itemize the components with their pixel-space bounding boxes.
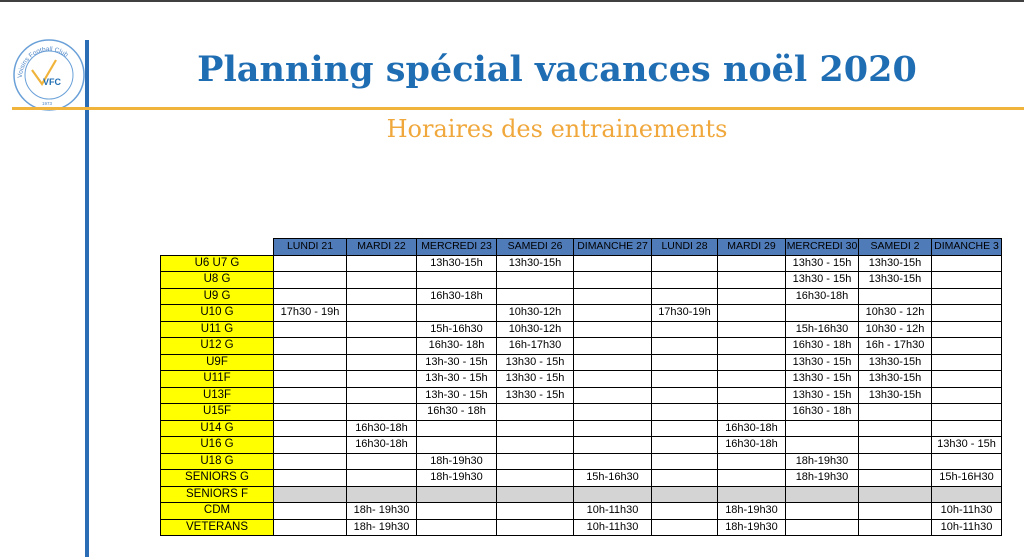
category-cell: U11 G	[161, 321, 274, 338]
page-subtitle: Horaires des entrainements	[386, 115, 728, 143]
time-slot-cell	[718, 371, 786, 388]
time-slot-cell	[652, 503, 718, 520]
time-slot-cell: 15h-16h30	[574, 470, 652, 487]
category-cell: U8 G	[161, 272, 274, 289]
time-slot-cell: 13h30-15h	[859, 272, 932, 289]
time-slot-cell	[417, 486, 497, 503]
time-slot-cell	[652, 272, 718, 289]
training-schedule-table	[160, 238, 1002, 536]
day-header: MARDI 22	[347, 239, 417, 256]
time-slot-cell	[859, 437, 932, 454]
category-cell: U13F	[161, 387, 274, 404]
time-slot-cell	[932, 272, 1002, 289]
time-slot-cell	[497, 404, 574, 421]
day-header: LUNDI 28	[652, 239, 718, 256]
time-slot-cell: 13h30 - 15h	[497, 354, 574, 371]
table-row	[161, 470, 1002, 487]
time-slot-cell: 16h - 17h30	[859, 338, 932, 355]
day-header-row	[161, 239, 1002, 256]
time-slot-cell	[574, 420, 652, 437]
time-slot-cell	[274, 437, 347, 454]
time-slot-cell	[652, 321, 718, 338]
time-slot-cell: 13h-30 - 15h	[417, 354, 497, 371]
time-slot-cell: 15h-16h30	[417, 321, 497, 338]
time-slot-cell: 16h-17h30	[497, 338, 574, 355]
logo-initials: VFC	[43, 77, 61, 87]
time-slot-cell	[274, 486, 347, 503]
day-header: SAMEDI 26	[497, 239, 574, 256]
time-slot-cell	[347, 404, 417, 421]
time-slot-cell	[718, 470, 786, 487]
time-slot-cell	[932, 404, 1002, 421]
time-slot-cell	[718, 255, 786, 272]
time-slot-cell	[274, 453, 347, 470]
category-cell: U15F	[161, 404, 274, 421]
time-slot-cell: 10h-11h30	[932, 503, 1002, 520]
time-slot-cell	[417, 420, 497, 437]
time-slot-cell: 10h-11h30	[574, 503, 652, 520]
time-slot-cell: 17h30-19h	[652, 305, 718, 322]
time-slot-cell	[932, 338, 1002, 355]
time-slot-cell	[932, 321, 1002, 338]
time-slot-cell	[274, 519, 347, 536]
time-slot-cell	[859, 503, 932, 520]
time-slot-cell: 13h30 - 15h	[497, 371, 574, 388]
category-cell: U9F	[161, 354, 274, 371]
time-slot-cell: 13h30-15h	[859, 255, 932, 272]
time-slot-cell	[652, 255, 718, 272]
time-slot-cell	[417, 437, 497, 454]
time-slot-cell: 10h30-12h	[497, 305, 574, 322]
corner-cell	[161, 239, 274, 256]
time-slot-cell: 15h-16h30	[786, 321, 859, 338]
category-cell: U16 G	[161, 437, 274, 454]
time-slot-cell: 18h-19h30	[786, 453, 859, 470]
time-slot-cell	[652, 338, 718, 355]
time-slot-cell	[652, 354, 718, 371]
category-cell: U12 G	[161, 338, 274, 355]
time-slot-cell	[497, 486, 574, 503]
time-slot-cell	[347, 255, 417, 272]
time-slot-cell: 16h30-18h	[786, 288, 859, 305]
time-slot-cell	[652, 288, 718, 305]
time-slot-cell	[859, 404, 932, 421]
time-slot-cell	[574, 437, 652, 454]
time-slot-cell: 16h30-18h	[417, 288, 497, 305]
time-slot-cell: 10h-11h30	[574, 519, 652, 536]
category-cell: U10 G	[161, 305, 274, 322]
time-slot-cell	[932, 354, 1002, 371]
time-slot-cell	[718, 305, 786, 322]
time-slot-cell	[274, 371, 347, 388]
time-slot-cell	[574, 453, 652, 470]
time-slot-cell	[652, 404, 718, 421]
time-slot-cell	[932, 387, 1002, 404]
time-slot-cell	[347, 338, 417, 355]
time-slot-cell	[859, 288, 932, 305]
table-row	[161, 255, 1002, 272]
time-slot-cell: 18h- 19h30	[347, 519, 417, 536]
time-slot-cell	[574, 288, 652, 305]
time-slot-cell	[347, 354, 417, 371]
time-slot-cell	[932, 255, 1002, 272]
time-slot-cell	[574, 387, 652, 404]
table-row	[161, 371, 1002, 388]
logo-year: 1973	[42, 101, 53, 106]
time-slot-cell: 18h-19h30	[417, 470, 497, 487]
time-slot-cell	[274, 288, 347, 305]
time-slot-cell	[932, 371, 1002, 388]
table-row	[161, 453, 1002, 470]
time-slot-cell	[652, 486, 718, 503]
time-slot-cell	[786, 503, 859, 520]
time-slot-cell: 18h- 19h30	[347, 503, 417, 520]
table-row	[161, 272, 1002, 289]
time-slot-cell	[347, 453, 417, 470]
category-cell: U18 G	[161, 453, 274, 470]
time-slot-cell	[574, 305, 652, 322]
time-slot-cell	[497, 519, 574, 536]
time-slot-cell	[718, 453, 786, 470]
time-slot-cell: 13h30 - 15h	[786, 354, 859, 371]
time-slot-cell: 18h-19h30	[417, 453, 497, 470]
time-slot-cell	[274, 503, 347, 520]
time-slot-cell	[274, 420, 347, 437]
logo-arc-text: Voisins Football Club	[16, 45, 70, 79]
time-slot-cell	[859, 519, 932, 536]
table-row	[161, 288, 1002, 305]
time-slot-cell: 13h30-15h	[859, 354, 932, 371]
time-slot-cell	[417, 305, 497, 322]
time-slot-cell	[274, 321, 347, 338]
time-slot-cell	[274, 387, 347, 404]
time-slot-cell: 10h-11h30	[932, 519, 1002, 536]
table-row	[161, 503, 1002, 520]
time-slot-cell: 16h30-18h	[718, 420, 786, 437]
time-slot-cell	[497, 503, 574, 520]
time-slot-cell: 16h30 - 18h	[417, 404, 497, 421]
time-slot-cell: 13h30-15h	[417, 255, 497, 272]
time-slot-cell: 18h-19h30	[718, 503, 786, 520]
time-slot-cell	[859, 470, 932, 487]
time-slot-cell	[859, 420, 932, 437]
time-slot-cell: 16h30-18h	[718, 437, 786, 454]
time-slot-cell	[652, 387, 718, 404]
time-slot-cell: 13h30 - 15h	[932, 437, 1002, 454]
day-header: MERCREDI 23	[417, 239, 497, 256]
table-row	[161, 354, 1002, 371]
time-slot-cell: 10h30 - 12h	[859, 305, 932, 322]
time-slot-cell: 16h30-18h	[347, 420, 417, 437]
day-header: DIMANCHE 3	[932, 239, 1002, 256]
time-slot-cell	[932, 288, 1002, 305]
time-slot-cell	[718, 272, 786, 289]
time-slot-cell	[417, 519, 497, 536]
time-slot-cell	[347, 470, 417, 487]
time-slot-cell: 13h30 - 15h	[786, 255, 859, 272]
time-slot-cell	[497, 288, 574, 305]
time-slot-cell: 16h30-18h	[347, 437, 417, 454]
time-slot-cell: 13h30 - 15h	[786, 387, 859, 404]
time-slot-cell	[786, 305, 859, 322]
time-slot-cell	[574, 272, 652, 289]
time-slot-cell	[347, 387, 417, 404]
table-row	[161, 437, 1002, 454]
table-row	[161, 305, 1002, 322]
time-slot-cell	[497, 420, 574, 437]
time-slot-cell: 17h30 - 19h	[274, 305, 347, 322]
time-slot-cell	[859, 486, 932, 503]
time-slot-cell: 13h30 - 15h	[786, 272, 859, 289]
time-slot-cell	[786, 486, 859, 503]
time-slot-cell: 16h30- 18h	[417, 338, 497, 355]
time-slot-cell	[652, 420, 718, 437]
time-slot-cell: 13h-30 - 15h	[417, 387, 497, 404]
time-slot-cell: 16h30 - 18h	[786, 404, 859, 421]
top-border	[0, 0, 1024, 2]
table-row	[161, 321, 1002, 338]
time-slot-cell	[574, 486, 652, 503]
time-slot-cell	[274, 404, 347, 421]
category-cell: VETERANS	[161, 519, 274, 536]
time-slot-cell: 10h30-12h	[497, 321, 574, 338]
table-row	[161, 420, 1002, 437]
time-slot-cell	[652, 519, 718, 536]
time-slot-cell	[718, 288, 786, 305]
table-row	[161, 404, 1002, 421]
time-slot-cell: 13h30 - 15h	[497, 387, 574, 404]
category-cell: U11F	[161, 371, 274, 388]
time-slot-cell	[652, 437, 718, 454]
time-slot-cell	[652, 453, 718, 470]
time-slot-cell	[718, 338, 786, 355]
time-slot-cell	[574, 371, 652, 388]
page-title: Planning spécial vacances noël 2020	[197, 49, 917, 90]
day-header: MERCREDI 30	[786, 239, 859, 256]
time-slot-cell	[574, 338, 652, 355]
time-slot-cell: 15h-16H30	[932, 470, 1002, 487]
time-slot-cell	[574, 321, 652, 338]
table-row	[161, 338, 1002, 355]
time-slot-cell	[417, 503, 497, 520]
time-slot-cell	[718, 321, 786, 338]
time-slot-cell	[718, 486, 786, 503]
time-slot-cell: 13h30-15h	[859, 387, 932, 404]
time-slot-cell	[859, 453, 932, 470]
time-slot-cell	[786, 420, 859, 437]
day-header: SAMEDI 2	[859, 239, 932, 256]
time-slot-cell: 10h30 - 12h	[859, 321, 932, 338]
time-slot-cell	[497, 470, 574, 487]
time-slot-cell: 18h-19h30	[786, 470, 859, 487]
category-cell: U14 G	[161, 420, 274, 437]
time-slot-cell	[932, 420, 1002, 437]
time-slot-cell	[932, 486, 1002, 503]
time-slot-cell	[932, 305, 1002, 322]
time-slot-cell	[574, 354, 652, 371]
time-slot-cell	[347, 288, 417, 305]
time-slot-cell	[718, 404, 786, 421]
time-slot-cell	[347, 486, 417, 503]
category-cell: U6 U7 G	[161, 255, 274, 272]
table-row	[161, 486, 1002, 503]
time-slot-cell	[718, 387, 786, 404]
club-logo	[12, 38, 86, 112]
time-slot-cell	[347, 321, 417, 338]
table-row	[161, 387, 1002, 404]
day-header: MARDI 29	[718, 239, 786, 256]
time-slot-cell	[718, 354, 786, 371]
time-slot-cell	[274, 338, 347, 355]
time-slot-cell: 18h-19h30	[718, 519, 786, 536]
time-slot-cell	[497, 453, 574, 470]
category-cell: SENIORS F	[161, 486, 274, 503]
category-cell: CDM	[161, 503, 274, 520]
time-slot-cell	[347, 272, 417, 289]
time-slot-cell: 13h-30 - 15h	[417, 371, 497, 388]
time-slot-cell	[574, 255, 652, 272]
table-row	[161, 519, 1002, 536]
time-slot-cell	[932, 453, 1002, 470]
time-slot-cell	[786, 437, 859, 454]
time-slot-cell	[347, 305, 417, 322]
time-slot-cell: 13h30-15h	[859, 371, 932, 388]
time-slot-cell	[274, 272, 347, 289]
time-slot-cell	[786, 519, 859, 536]
time-slot-cell	[497, 272, 574, 289]
time-slot-cell	[274, 354, 347, 371]
time-slot-cell	[652, 470, 718, 487]
time-slot-cell: 13h30-15h	[497, 255, 574, 272]
time-slot-cell	[497, 437, 574, 454]
time-slot-cell: 13h30 - 15h	[786, 371, 859, 388]
time-slot-cell	[274, 255, 347, 272]
time-slot-cell	[347, 371, 417, 388]
category-cell: SENIORS G	[161, 470, 274, 487]
day-header: LUNDI 21	[274, 239, 347, 256]
time-slot-cell	[574, 404, 652, 421]
time-slot-cell	[652, 371, 718, 388]
time-slot-cell: 16h30 - 18h	[786, 338, 859, 355]
day-header: DIMANCHE 27	[574, 239, 652, 256]
category-cell: U9 G	[161, 288, 274, 305]
vertical-accent-bar	[85, 40, 89, 557]
horizontal-accent-line	[12, 107, 1024, 110]
time-slot-cell	[274, 470, 347, 487]
time-slot-cell	[417, 272, 497, 289]
